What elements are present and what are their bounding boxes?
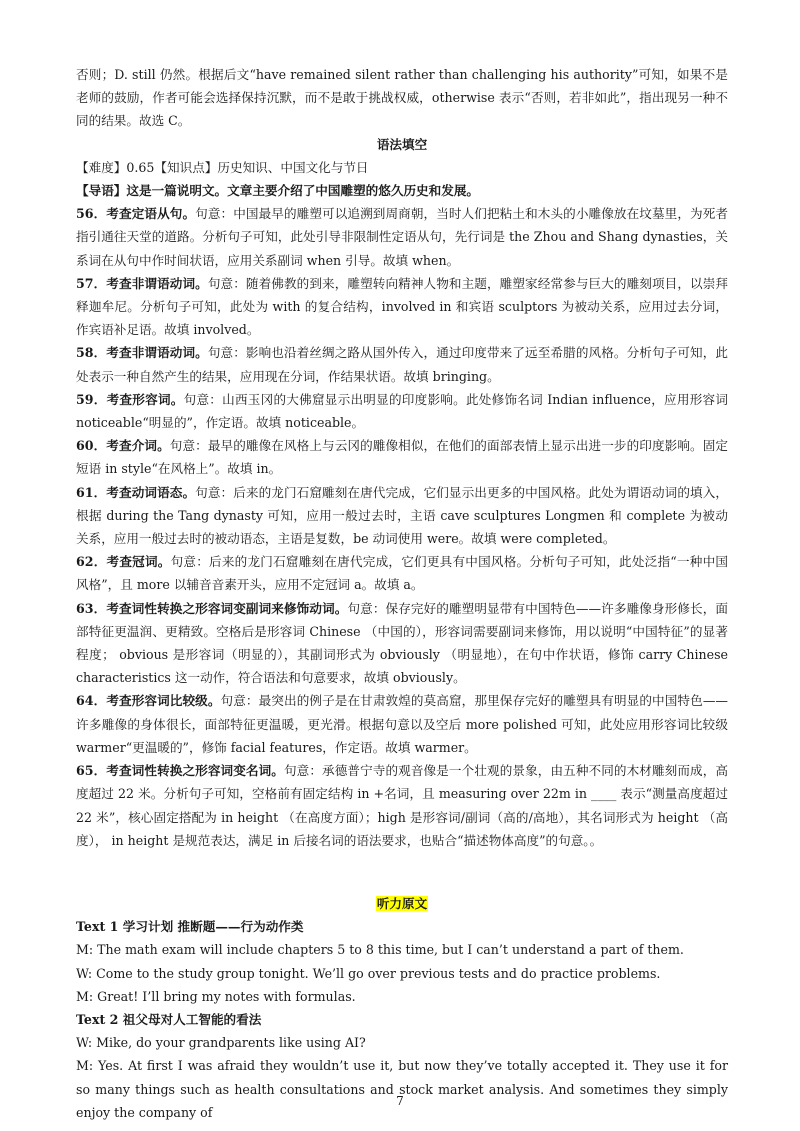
answer-body: 句意：最早的雕像在风格上与云冈的雕像相似，在他们的面部表情上显示出进一步的印度影响。固定短语 in style“在风格上”。故填 in。: [76, 438, 729, 477]
grammar-guide: 【导语】这是一篇说明文。文章主要介绍了中国雕塑的悠久历史和发展。: [76, 183, 479, 199]
answer-item-62: [76, 550, 728, 596]
answer-body: 句意：山西玉冈的大佛窟显示出明显的印度影响。此处修饰名词 Indian influence，应用形容词 noticeable“明显的”，作定语。故填 noticeable。: [76, 391, 728, 431]
answer-head: 59．考查形容词。: [76, 391, 184, 407]
answer-item-60: [76, 434, 728, 480]
answer-body: 句意：后来的龙门石窟雕刻在唐代完成，它们显示出更多的中国风格。此处为谓语动词的填入，根据 during the Tang dynasty 可知，应用一般过去时，主语 cave sculptures Longmen 和 complete 为被动关系，应用一般过去时的被动语态，主语是复数，be 动词使用 were。故填 were completed。: [76, 484, 728, 547]
answer-body: 句意：中国最早的雕塑可以追溯到周商朝，当时人们把粘土和木头的小雕像放在坟墓里，为死者指引通往天堂的道路。分析句子可知，此处引导非限制性定语从句，先行词是 the Zhou and Shang dynasties，关系词在从句中作时间状语，应用关系副词 when 引导。故填 when。: [76, 206, 728, 268]
answer-item-56: [76, 202, 728, 272]
answer-head: 60．考查介词。: [76, 438, 170, 454]
answer-item-58: [76, 341, 728, 387]
answer-head: 61．考查动词语态。: [76, 484, 196, 500]
page-content: [76, 63, 728, 1124]
answer-item-61: [76, 481, 728, 551]
answer-head: 57．考查非谓语动词。: [76, 275, 208, 291]
answer-body: 句意：后来的龙门石窟雕刻在唐代完成，它们更具有中国风格。分析句子可知，此处泛指“一种中国风格”，且 more 以辅音音素开头，应用不定冠词 a。故填 a。: [76, 554, 728, 593]
listening-text-heading: Text 2 祖父母对人工智能的看法: [76, 1011, 262, 1027]
section-spacer: [76, 852, 728, 892]
grammar-section-title: 语法填空: [376, 136, 428, 152]
answer-body: 句意：最突出的例子是在甘肃敦煌的莫高窟，那里保存完好的雕塑具有明显的中国特色——许多雕像的身体很长，面部特征更温暖，更光滑。根据句意以及空后 more polished 可知，此处应用形容词比较级 warmer“更温暖的”，修饰 facial features，作定语。故填 warmer。: [76, 693, 729, 755]
answer-head: 62．考查冠词。: [76, 554, 171, 570]
answer-item-63: [76, 597, 728, 690]
listening-title-highlight: 听力原文: [376, 895, 428, 911]
answer-head: 56．考查定语从句。: [76, 206, 196, 222]
answer-body: 句意：影响也沿着丝绸之路从国外传入，通过印度带来了远至希腊的风格。分析句子可知，此处表示一种自然产生的结果，应用现在分词，作结果状语。故填 bringing。: [76, 345, 728, 384]
answer-head: 63．考查词性转换之形容词变副词来修饰动词。: [76, 600, 348, 616]
answer-head: 65．考查词性转换之形容词变名词。: [76, 763, 284, 779]
grammar-meta: 【难度】0.65【知识点】历史知识、中国文化与节日: [76, 159, 369, 175]
dialogue-line: W: Come to the study group tonight. We’ll go over previous tests and do practice problems.: [76, 965, 661, 981]
dialogue-line: M: The math exam will include chapters 5 to 8 this time, but I can’t understand a part of them.: [76, 942, 684, 958]
intro-paragraph: 否则；D. still 仍然。根据后文“have remained silent rather than challenging his authority”可知，如果不是老师的鼓励，作者可能会选择保持沉默，而不是敢于挑战权威，otherwise 表示“否则，若非如此”，指出现另一种不同的结果。故选 C。: [76, 67, 728, 129]
answer-item-65: [76, 759, 728, 852]
answer-head: 64．考查形容词比较级。: [76, 693, 221, 709]
dialogue-line: W: Mike, do your grandparents like using AI?: [76, 1035, 366, 1051]
answer-head: 58．考查非谓语动词。: [76, 345, 208, 361]
grammar-answer-list: [76, 202, 728, 852]
answer-body: 句意：承德普宁寺的观音像是一个壮观的景象，由五种不同的木材雕刻而成，高度超过 22 米。分析句子可知，空格前有固定结构 in +名词，且 measuring over 22m in ____ 表示“测量高度超过 22 米”，核心固定搭配为 in height （在高度方面）；high 是形容词/副词（高的/高地），其名词形式为 height （高度）， in height 是规范表达，满足 in 后接名词的语法要求，也贴合“描述物体高度”的句意。。: [76, 763, 729, 848]
listening-section-title: [76, 892, 728, 915]
dialogue-line: M: Great! I’ll bring my notes with formulas.: [76, 988, 356, 1004]
listening-text-1: [76, 915, 728, 1008]
listening-text-heading: Text 1 学习计划 推断题——行为动作类: [76, 919, 304, 935]
answer-item-64: [76, 689, 728, 759]
page-number: 7: [396, 1094, 404, 1108]
answer-item-59: [76, 388, 728, 434]
answer-body: 句意：保存完好的雕塑明显带有中国特色——许多雕像身形修长，面部特征更温润、更精致。空格后是形容词 Chinese （中国的），形容词需要副词来修饰，用以说明“中国特征”的显著程度； obvious 是形容词（明显的），其副词形式为 obviously （明显地），在句中作状语，修饰 carry Chinese characteristics 这一动作，符合语法和句意要求，故填 obviously。: [76, 600, 728, 686]
answer-body: 句意：随着佛教的到来，雕塑转向精神人物和主题，雕塑家经常参与巨大的雕刻项目，以崇拜释迦牟尼。分析句子可知，此处为 with 的复合结构，involved in 和宾语 sculptors 为被动关系，应用过去分词，作宾语补足语。故填 involved。: [76, 275, 728, 338]
answer-item-57: [76, 272, 728, 342]
dialogue-line: M: Yes. At first I was afraid they wouldn’t use it, but now they’ve totally accepted it. They use it for so many things such as health consultations and stock market analysis. And sometimes they simply enjoy the company of: [76, 1058, 728, 1120]
